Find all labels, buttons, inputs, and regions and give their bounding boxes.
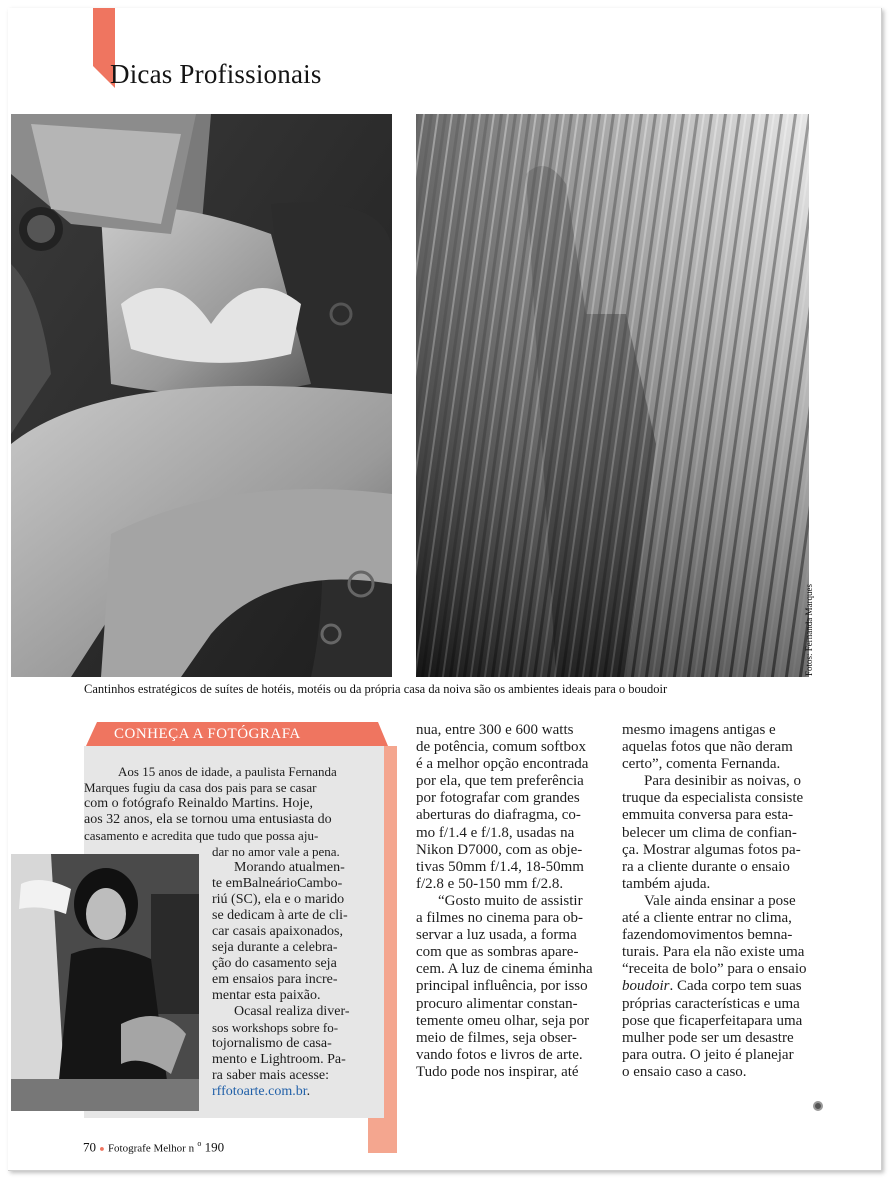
sidebar-line: Aos 15 anos de idade, a paulista Fernanda (118, 764, 337, 779)
body-line: pose que ficaperfeitapara uma (622, 1012, 803, 1029)
body-line: procuro alimentar constan- (416, 995, 578, 1012)
body-line: aquelas fotos que não deram (622, 739, 793, 756)
body-line: mulher pode ser um desastre (622, 1029, 794, 1046)
body-line: a filmes no cinema para ob- (416, 910, 584, 927)
sidebar-line: tojornalismo de casa- (212, 1036, 332, 1051)
body-line: mesmo imagens antigas e (622, 722, 776, 738)
issue-mark: o (197, 1139, 202, 1148)
body-line: para outra. O jeito é planejar (622, 1046, 794, 1063)
magazine-page (8, 8, 882, 1171)
sidebar-link-line (212, 1084, 350, 1100)
page-footer (83, 1139, 224, 1155)
body-line: ra a cliente durante o ensaio (622, 858, 790, 875)
body-line: de potência, comum softbox (416, 739, 586, 756)
issue-number: 190 (204, 1139, 225, 1155)
body-line: vando fotos e livros de arte. (416, 1046, 583, 1063)
body-line: cem. A luz de cinema éminha (416, 961, 593, 978)
body-line: também ajuda. (622, 875, 711, 892)
page-number: 70 (83, 1139, 96, 1155)
sidebar-line: te emBalneárioCambo- (212, 876, 343, 891)
sidebar-line: mentar esta paixão. (212, 988, 321, 1003)
sidebar-line: dar no amor vale a pena. (212, 844, 340, 859)
body-line: servar a luz usada, a forma (416, 927, 577, 944)
body-line: por ela, que tem preferência (416, 773, 584, 790)
photographer-portrait (11, 854, 199, 1111)
left-lingerie-photo (11, 114, 392, 677)
sidebar-line: Morando atualmen- (234, 860, 345, 875)
body-line: aberturas do diafragma, co- (416, 807, 581, 824)
body-line: turais. Para ela não existe uma (622, 944, 805, 961)
body-line: Nikon D7000, com as obje- (416, 841, 583, 858)
body-text: . Cada corpo tem suas (669, 978, 802, 995)
body-line: até a cliente entrar no clima, (622, 910, 792, 927)
sidebar-link-suffix: . (306, 1084, 311, 1099)
body-line: temente omeu olhar, seja por (416, 1012, 590, 1029)
body-line: “Gosto muito de assistir (438, 892, 583, 909)
sidebar-line: casamento e acredita que tudo que possa aju- (84, 828, 319, 843)
sidebar-line: ra saber mais acesse: (212, 1068, 329, 1083)
body-line: principal influência, por isso (416, 978, 588, 995)
body-line: Vale ainda ensinar a pose (644, 892, 796, 909)
sidebar-line: aos 32 anos, ela se tornou uma entusiasta do (84, 812, 332, 827)
body-line: por fotografar com grandes (416, 790, 580, 807)
body-line: fazendomovimentos bemna- (622, 927, 793, 944)
sidebar-line: car casais apaixonados, (212, 924, 343, 939)
body-line: f/2.8 e 50-150 mm f/2.8. (416, 875, 564, 892)
sidebar-wrapped (212, 844, 350, 1100)
sidebar-line: em ensaios para incre- (212, 972, 338, 987)
body-column-2 (416, 722, 593, 1081)
right-curtain-photo (416, 114, 809, 677)
body-line: nua, entre 300 e 600 watts (416, 722, 574, 738)
sidebar-line: ção do casamento seja (212, 956, 337, 971)
sidebar-line: se dedicam à arte de cli- (212, 908, 348, 923)
body-line: próprias características e uma (622, 995, 800, 1012)
sidebar-title: CONHEÇA A FOTÓGRAFA (114, 726, 301, 742)
sidebar-line: seja durante a celebra- (212, 940, 338, 955)
section-title: Dicas Profissionais (110, 59, 322, 89)
body-line: com que as sombras apare- (416, 944, 579, 961)
body-column-3 (622, 722, 806, 1081)
photo-caption: Cantinhos estratégicos de suítes de hotéis, motéis ou da própria casa da noiva são os ambientes ideais para o boudoir (84, 682, 668, 696)
sidebar-line: mento e Lightroom. Pa- (212, 1052, 346, 1067)
sidebar-line: Ocasal realiza diver- (234, 1004, 350, 1019)
body-line: emmuita conversa para esta- (622, 807, 794, 824)
article-end-icon (813, 1101, 823, 1111)
body-line: é a melhor opção encontrada (416, 756, 589, 773)
body-line: ça. Mostrar algumas fotos pa- (622, 841, 801, 858)
bullet-icon: ● (99, 1143, 105, 1154)
sidebar-line: riú (SC), ela e o marido (212, 892, 345, 907)
body-line: certo”, comenta Fernanda. (622, 756, 781, 773)
body-line: meio de filmes, seja obser- (416, 1029, 577, 1046)
body-line: truque da especialista consiste (622, 790, 804, 807)
body-line: Para desinibir as noivas, o (644, 773, 802, 790)
body-line: belecer um clima de confian- (622, 824, 797, 841)
sidebar-line: com o fotógrafo Reinaldo Martins. Hoje, (84, 796, 314, 811)
body-line: “receita de bolo” para o ensaio (622, 961, 807, 978)
body-line: Tudo pode nos inspirar, até (416, 1063, 579, 1080)
sidebar-intro (84, 764, 368, 844)
body-line-mixed (622, 978, 806, 995)
website-link[interactable]: rffotoarte.com.br (212, 1084, 307, 1099)
sidebar-line: sos workshops sobre fo- (212, 1020, 339, 1035)
photo-credit: Fotos: Fernanda Marques (804, 584, 814, 676)
magazine-name: Fotografe Melhor n (107, 1142, 195, 1155)
body-line: tivas 50mm f/1.4, 18-50mm (416, 858, 584, 875)
body-line: mo f/1.4 e f/1.8, usadas na (416, 824, 575, 841)
sidebar-line: Marques fugiu da casa dos pais para se casar (84, 780, 317, 795)
body-line: o ensaio caso a caso. (622, 1063, 747, 1080)
italic-term: boudoir (622, 978, 670, 995)
